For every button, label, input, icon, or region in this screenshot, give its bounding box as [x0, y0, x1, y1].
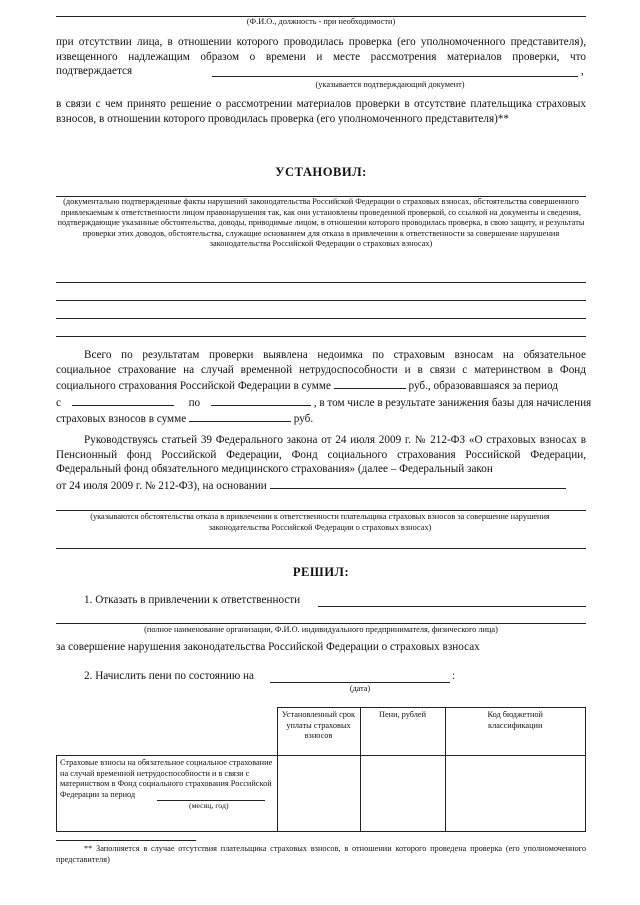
fio-caption: (Ф.И.О., должность - при необходимости): [246, 17, 396, 26]
violation-continuation: за совершение нарушения законодательства Российской Федерации о страховых взносах: [56, 641, 480, 653]
penalty-date-colon: :: [452, 670, 456, 682]
period-to-label: по: [188, 396, 201, 409]
confirming-document-line[interactable]: [212, 76, 578, 77]
understated-base-label: , в том числе в результате занижения базы для начисления: [313, 396, 592, 409]
organization-name-caption: (полное наименование организации, Ф.И.О. индивидуального предпринимателя, физического лица): [144, 625, 498, 634]
row-period-caption: (месяц, год): [189, 801, 229, 811]
arrears-line-2: социальное страхование на случай временной нетрудоспособности и в связи с материнством в Фонд: [56, 363, 586, 376]
contributions-row-label: Страховые взносы на обязательное социальное страхование на случай временной нетрудоспособности и в связи с материнством в Фонд социального страхования Российской Федерации за период: [60, 758, 273, 799]
arrears-paragraph: [56, 348, 592, 427]
contributions-sum-unit: руб.: [293, 413, 314, 426]
decided-heading: РЕШИЛ:: [292, 565, 350, 579]
contributions-sum-label: страховых взносов в сумме: [56, 413, 187, 426]
kbk-header-text: Код бюджетной классификации: [487, 710, 543, 730]
refusal-line-1[interactable]: [56, 510, 586, 511]
kbk-header: [445, 708, 586, 756]
established-heading: УСТАНОВИЛ:: [275, 165, 367, 179]
arrears-line-3: [56, 377, 586, 394]
legal-basis-last-text: от 24 июля 2009 г. № 212-ФЗ), на основании: [56, 479, 267, 492]
row-period-line[interactable]: [157, 800, 265, 801]
refusal-caption: (указываются обстоятельства отказа в привлечении к ответственности плательщика страховых взносов за совершение нарушения законодательства Российской Федерации о страховых взносах): [90, 512, 550, 532]
legal-basis-last-line: [56, 477, 586, 494]
absence-paragraph-comma: ,: [581, 65, 584, 77]
established-line-2[interactable]: [56, 282, 586, 283]
penalty-header: [360, 708, 445, 756]
period-from-label: с: [56, 396, 61, 409]
penalty-table: [56, 707, 586, 832]
established-caption: (документально подтвержденные факты нарушений законодательства Российской Федерации о страховых взносах, обстоятельства совершенного привлекаемым к ответственности лицом правонарушения так, как они установлены проведенной проверкой, со ссылкой на документы и сведения, подтверждающие указанные обстоятельства, доводы, приводимые лицом, в отношении которого проводилась проверка, в свою защиту, и результаты проверки этих доводов, обстоятельства, служащие основанием для отказа в привлечении к ответственности за совершение нарушения законодательства Российской Федерации о страховых взносах): [57, 197, 585, 249]
penalty-header-text: Пени, рублей: [378, 710, 427, 719]
refuse-liability-item: 1. Отказать в привлечении к ответственности: [84, 594, 301, 606]
due-date-cell[interactable]: [277, 756, 360, 832]
due-date-header-text: Установленный срок уплаты страховых взносов: [281, 710, 356, 741]
established-line-5[interactable]: [56, 336, 586, 337]
period-to-field[interactable]: [211, 394, 311, 406]
established-line-3[interactable]: [56, 300, 586, 301]
empty-header-cell: [57, 708, 278, 756]
period-from-field[interactable]: [72, 394, 174, 406]
kbk-cell[interactable]: [445, 756, 586, 832]
arrears-sum-field[interactable]: [334, 377, 406, 389]
arrears-line-4: [56, 394, 592, 411]
penalty-cell[interactable]: [360, 756, 445, 832]
penalty-date-field[interactable]: [270, 682, 450, 683]
footnote-text: ** Заполняется в случае отсутствия плательщика страховых взносов, в отношении которого проведена проверка (его уполномоченного представителя): [56, 844, 586, 864]
arrears-period-label: руб., образовавшаяся за период: [408, 380, 558, 393]
arrears-sum-label: социального страхования Российской Федерации в сумме: [56, 380, 331, 393]
absence-paragraph: при отсутствии лица, в отношении которого проводилась проверка (его уполномоченного представителя), извещенного надлежащим образом о времени и месте рассмотрения материалов проверки, что подтверждается: [56, 36, 586, 78]
legal-basis-paragraph: [56, 433, 586, 493]
refusal-line-2[interactable]: [56, 548, 586, 549]
contributions-row-label-cell: [57, 756, 278, 832]
footnote-separator: [56, 840, 196, 841]
organization-name-line[interactable]: [56, 623, 586, 624]
due-date-header: [277, 708, 360, 756]
arrears-line-1: Всего по результатам проверки выявлена недоимка по страховым взносам на обязательное: [84, 349, 586, 361]
arrears-line-5: [56, 410, 586, 427]
established-line-4[interactable]: [56, 318, 586, 319]
refuse-liability-field[interactable]: [318, 606, 586, 607]
legal-basis-text: Руководствуясь статьей 39 Федерального закона от 24 июля 2009 г. № 212-ФЗ «О страховых взносах в Пенсионный фонд Российской Федерации, Фонд социального страхования Российской Федерации, Федеральный фонд обязательного медицинского страхования» (далее – Федеральный закон: [56, 434, 586, 476]
legal-basis-field[interactable]: [270, 477, 566, 489]
accrue-penalty-item: 2. Начислить пени по состоянию на: [84, 670, 254, 682]
confirming-document-caption: (указывается подтверждающий документ): [315, 80, 465, 89]
decision-in-absence-paragraph: в связи с чем принято решение о рассмотрении материалов проверки в отсутствие плательщика страховых взносов, в отношении которого проводилась проверка (его уполномоченного представителя)**: [56, 98, 586, 125]
penalty-date-caption: (дата): [349, 684, 371, 693]
contributions-sum-field[interactable]: [189, 410, 291, 422]
